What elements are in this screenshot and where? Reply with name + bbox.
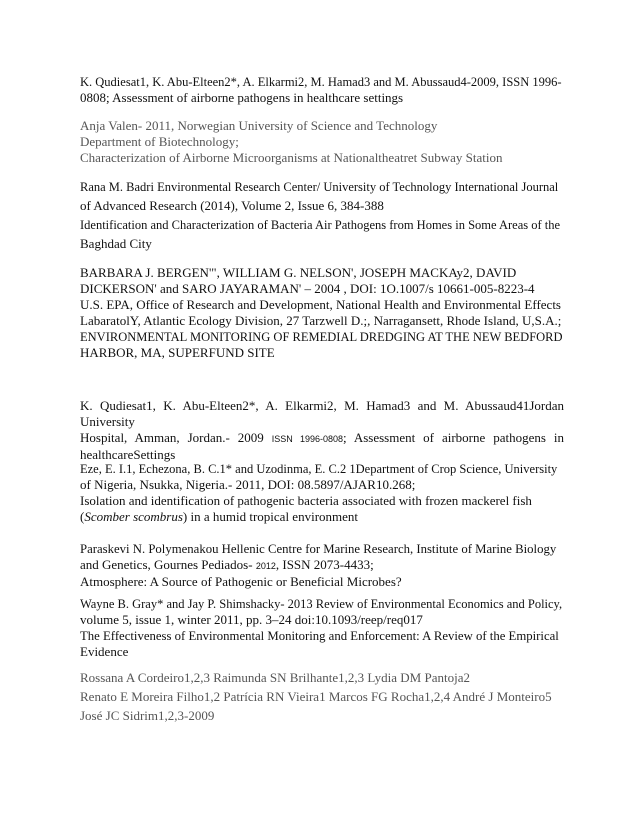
- reference-entry: [80, 118, 564, 166]
- reference-text: (: [80, 509, 85, 524]
- reference-line: Anja Valen- 2011, Norwegian University of Science and Technology: [80, 118, 438, 133]
- species-name: Scomber scombrus: [84, 509, 183, 524]
- reference-line: Isolation and identification of pathogenic bacteria associated with frozen mackerel fish: [80, 493, 532, 508]
- reference-line: K. Qudiesat1, K. Abu-Elteen2*, A. Elkarmi2, M. Hamad3 and M. Abussaud41Jordan University: [80, 398, 564, 429]
- reference-line: Wayne B. Gray* and Jay P. Shimshacky- 2013 Review of Environmental Economics and Policy,: [80, 597, 563, 611]
- reference-line: Renato E Moreira Filho1,2 Patrícia RN Vieira1 Marcos FG Rocha1,2,4 André J Monteiro5: [80, 689, 552, 704]
- reference-entry: [80, 265, 564, 361]
- reference-line: LabaratolY, Atlantic Ecology Division, 27 Tarzwell D.;, Narragansett, Rhode Island, U,S.A.;: [80, 313, 562, 328]
- reference-entry: [80, 74, 564, 106]
- reference-line: [80, 509, 564, 525]
- issn-text: ISSN 1996-0808: [271, 434, 343, 444]
- year-text: 2012: [255, 561, 276, 571]
- reference-line: K. Qudiesat1, K. Abu-Elteen2*, A. Elkarmi2, M. Hamad3 and M. Abussaud4-2009, ISSN 1996-: [80, 75, 562, 89]
- reference-line: BARBARA J. BERGEN'", WILLIAM G. NELSON', JOSEPH MACKAy2, DAVID: [80, 265, 517, 280]
- reference-line: healthcareSettings: [80, 447, 176, 462]
- reference-line: 0808; Assessment of airborne pathogens in healthcare settings: [80, 90, 404, 105]
- reference-text: ; Assessment of airborne pathogens in: [343, 430, 564, 445]
- reference-line: Evidence: [80, 644, 129, 659]
- reference-line: of Advanced Research (2014), Volume 2, Issue 6, 384-388: [80, 198, 384, 213]
- reference-line: [80, 430, 564, 447]
- reference-text: , ISSN 2073-4433;: [275, 557, 374, 572]
- reference-line: Baghdad City: [80, 236, 152, 251]
- reference-line: DICKERSON' and SARO JAYARAMAN' – 2004 , DOI: 1O.1007/s 10661-005-8223-4: [80, 281, 535, 296]
- reference-line: Identification and Characterization of Bacteria Air Pathogens from Homes in Some Areas of the: [80, 218, 561, 232]
- reference-entry: [80, 541, 564, 590]
- reference-text: and Genetics, Gournes Pediados-: [80, 557, 256, 572]
- reference-line: HARBOR, MA, SUPERFUND SITE: [80, 345, 275, 360]
- reference-line: [80, 557, 564, 574]
- reference-line: U.S. EPA, Office of Research and Development, National Health and Environmental Effects: [80, 297, 561, 312]
- reference-line: Rana M. Badri Environmental Research Center/ University of Technology International Journal: [80, 180, 559, 194]
- reference-line: Atmosphere: A Source of Pathogenic or Beneficial Microbes?: [80, 574, 402, 589]
- reference-line: José JC Sidrim1,2,3-2009: [80, 708, 215, 723]
- reference-entry: [80, 179, 564, 252]
- reference-line: Paraskevi N. Polymenakou Hellenic Centre for Marine Research, Institute of Marine Biology: [80, 542, 557, 556]
- reference-line: Department of Biotechnology;: [80, 134, 239, 149]
- reference-entry: [80, 670, 564, 724]
- reference-entry: [80, 398, 564, 463]
- reference-entry: [80, 461, 564, 525]
- reference-line: Rossana A Cordeiro1,2,3 Raimunda SN Brilhante1,2,3 Lydia DM Pantoja2: [80, 670, 470, 685]
- reference-line: volume 5, issue 1, winter 2011, pp. 3–24 doi:10.1093/reep/req017: [80, 612, 423, 627]
- reference-line: ENVIRONMENTAL MONITORING OF REMEDIAL DREDGING AT THE NEW BEDFORD: [80, 330, 563, 344]
- reference-line: The Effectiveness of Environmental Monitoring and Enforcement: A Review of the Empirical: [80, 629, 559, 643]
- reference-line: Eze, E. I.1, Echezona, B. C.1* and Uzodinma, E. C.2 1Department of Crop Science, University: [80, 462, 558, 476]
- reference-text: ) in a humid tropical environment: [182, 509, 359, 524]
- reference-text: Hospital, Amman, Jordan.- 2009: [80, 430, 272, 445]
- reference-line: Characterization of Airborne Microorganisms at Nationaltheatret Subway Station: [80, 150, 503, 165]
- reference-line: of Nigeria, Nsukka, Nigeria.- 2011, DOI: 08.5897/AJAR10.268;: [80, 477, 416, 492]
- reference-entry: [80, 596, 564, 660]
